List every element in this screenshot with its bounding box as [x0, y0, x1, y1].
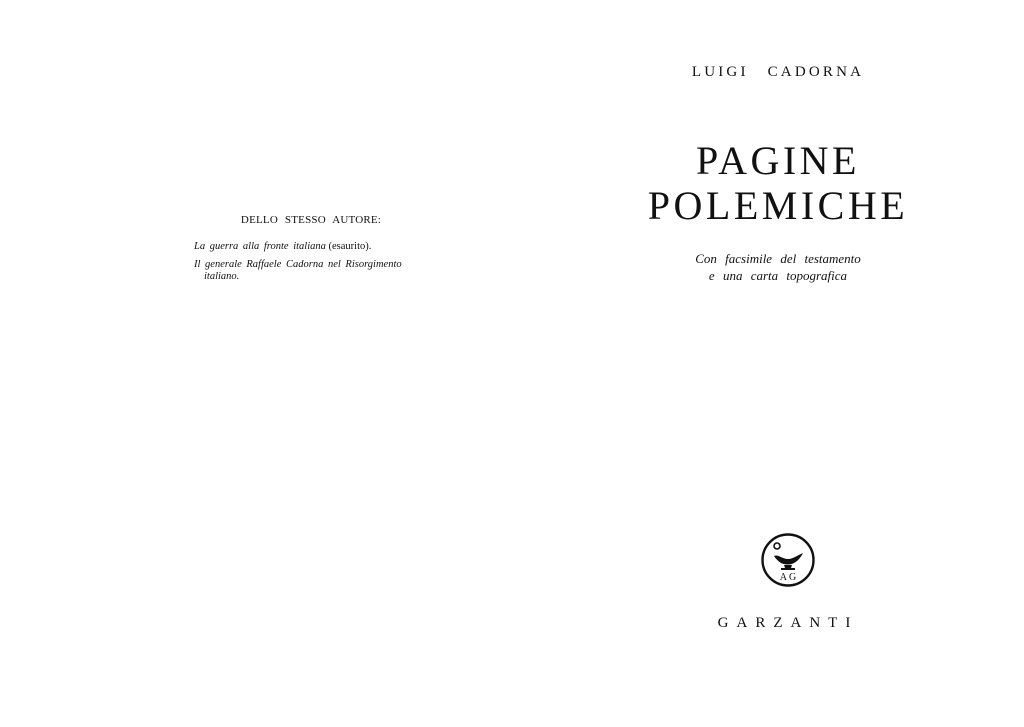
works-list [194, 241, 428, 289]
work-title-continued: italiano. [204, 271, 240, 282]
emblem-letters: A G [779, 572, 797, 583]
book-title-line: POLEMICHE [647, 183, 909, 228]
list-item [194, 259, 428, 283]
list-item [194, 241, 428, 253]
publisher-name: GARZANTI [717, 615, 859, 631]
author-name: LUIGI CADORNA [691, 64, 865, 80]
same-author-heading: DELLO STESSO AUTORE: [240, 214, 382, 226]
work-title: La guerra alla fronte italiana [194, 241, 326, 252]
subtitle-line: Con facsimile del testamento [695, 251, 861, 266]
title-page [512, 0, 1024, 727]
subtitle [512, 250, 1024, 284]
work-title: Il generale Raffaele Cadorna nel Risorgimento [194, 259, 402, 270]
publisher-emblem-icon [760, 532, 816, 588]
work-note: (esaurito). [325, 241, 372, 252]
subtitle-line: e una carta topografica [708, 268, 848, 283]
book-title-line: PAGINE [696, 138, 860, 183]
book-title [512, 138, 1024, 228]
